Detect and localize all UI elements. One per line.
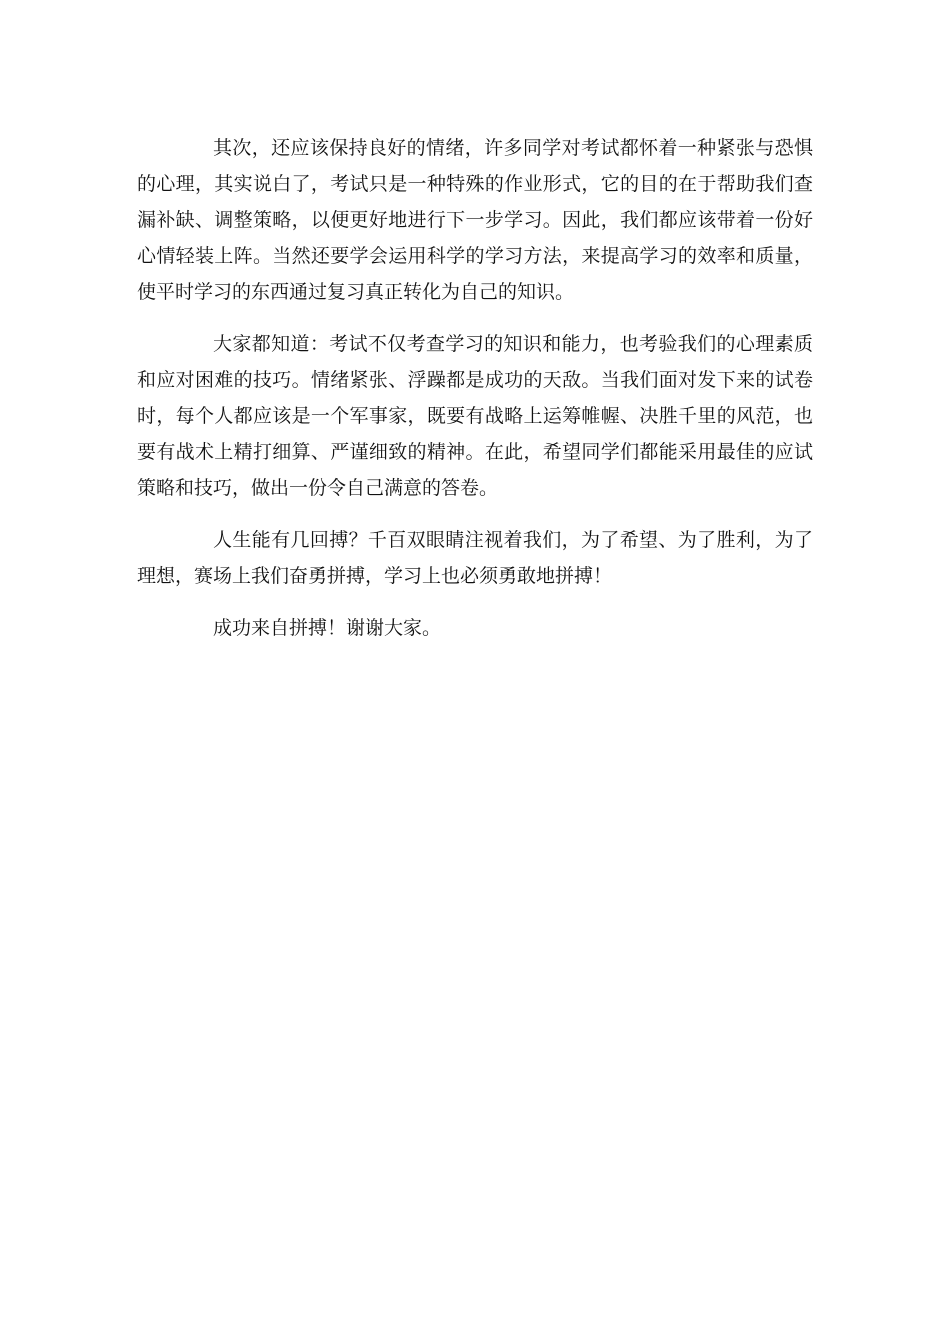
paragraph-strive: 人生能有几回搏？千百双眼睛注视着我们，为了希望、为了胜利，为了理想，赛场上我们奋勇拼搏，学习上也必须勇敢地拼搏！ — [137, 529, 813, 587]
document-body — [137, 130, 813, 646]
paragraph-exam-mood: 其次，还应该保持良好的情绪，许多同学对考试都怀着一种紧张与恐惧的心理，其实说白了，考试只是一种特殊的作业形式，它的目的在于帮助我们查漏补缺、调整策略，以便更好地进行下一步学习。因此，我们都应该带着一份好心情轻装上阵。当然还要学会运用科学的学习方法，来提高学习的效率和质量，使平时学习的东西通过复习真正转化为自己的知识。 — [137, 137, 813, 303]
paragraph-closing: 成功来自拼搏！谢谢大家。 — [213, 617, 442, 639]
paragraph-exam-strategy: 大家都知道：考试不仅考查学习的知识和能力，也考验我们的心理素质和应对困难的技巧。情绪紧张、浮躁都是成功的天敌。当我们面对发下来的试卷时，每个人都应该是一个军事家，既要有战略上运筹帷幄、决胜千里的风范，也要有战术上精打细算、严谨细致的精神。在此，希望同学们都能采用最佳的应试策略和技巧，做出一份令自己满意的答卷。 — [137, 333, 813, 499]
